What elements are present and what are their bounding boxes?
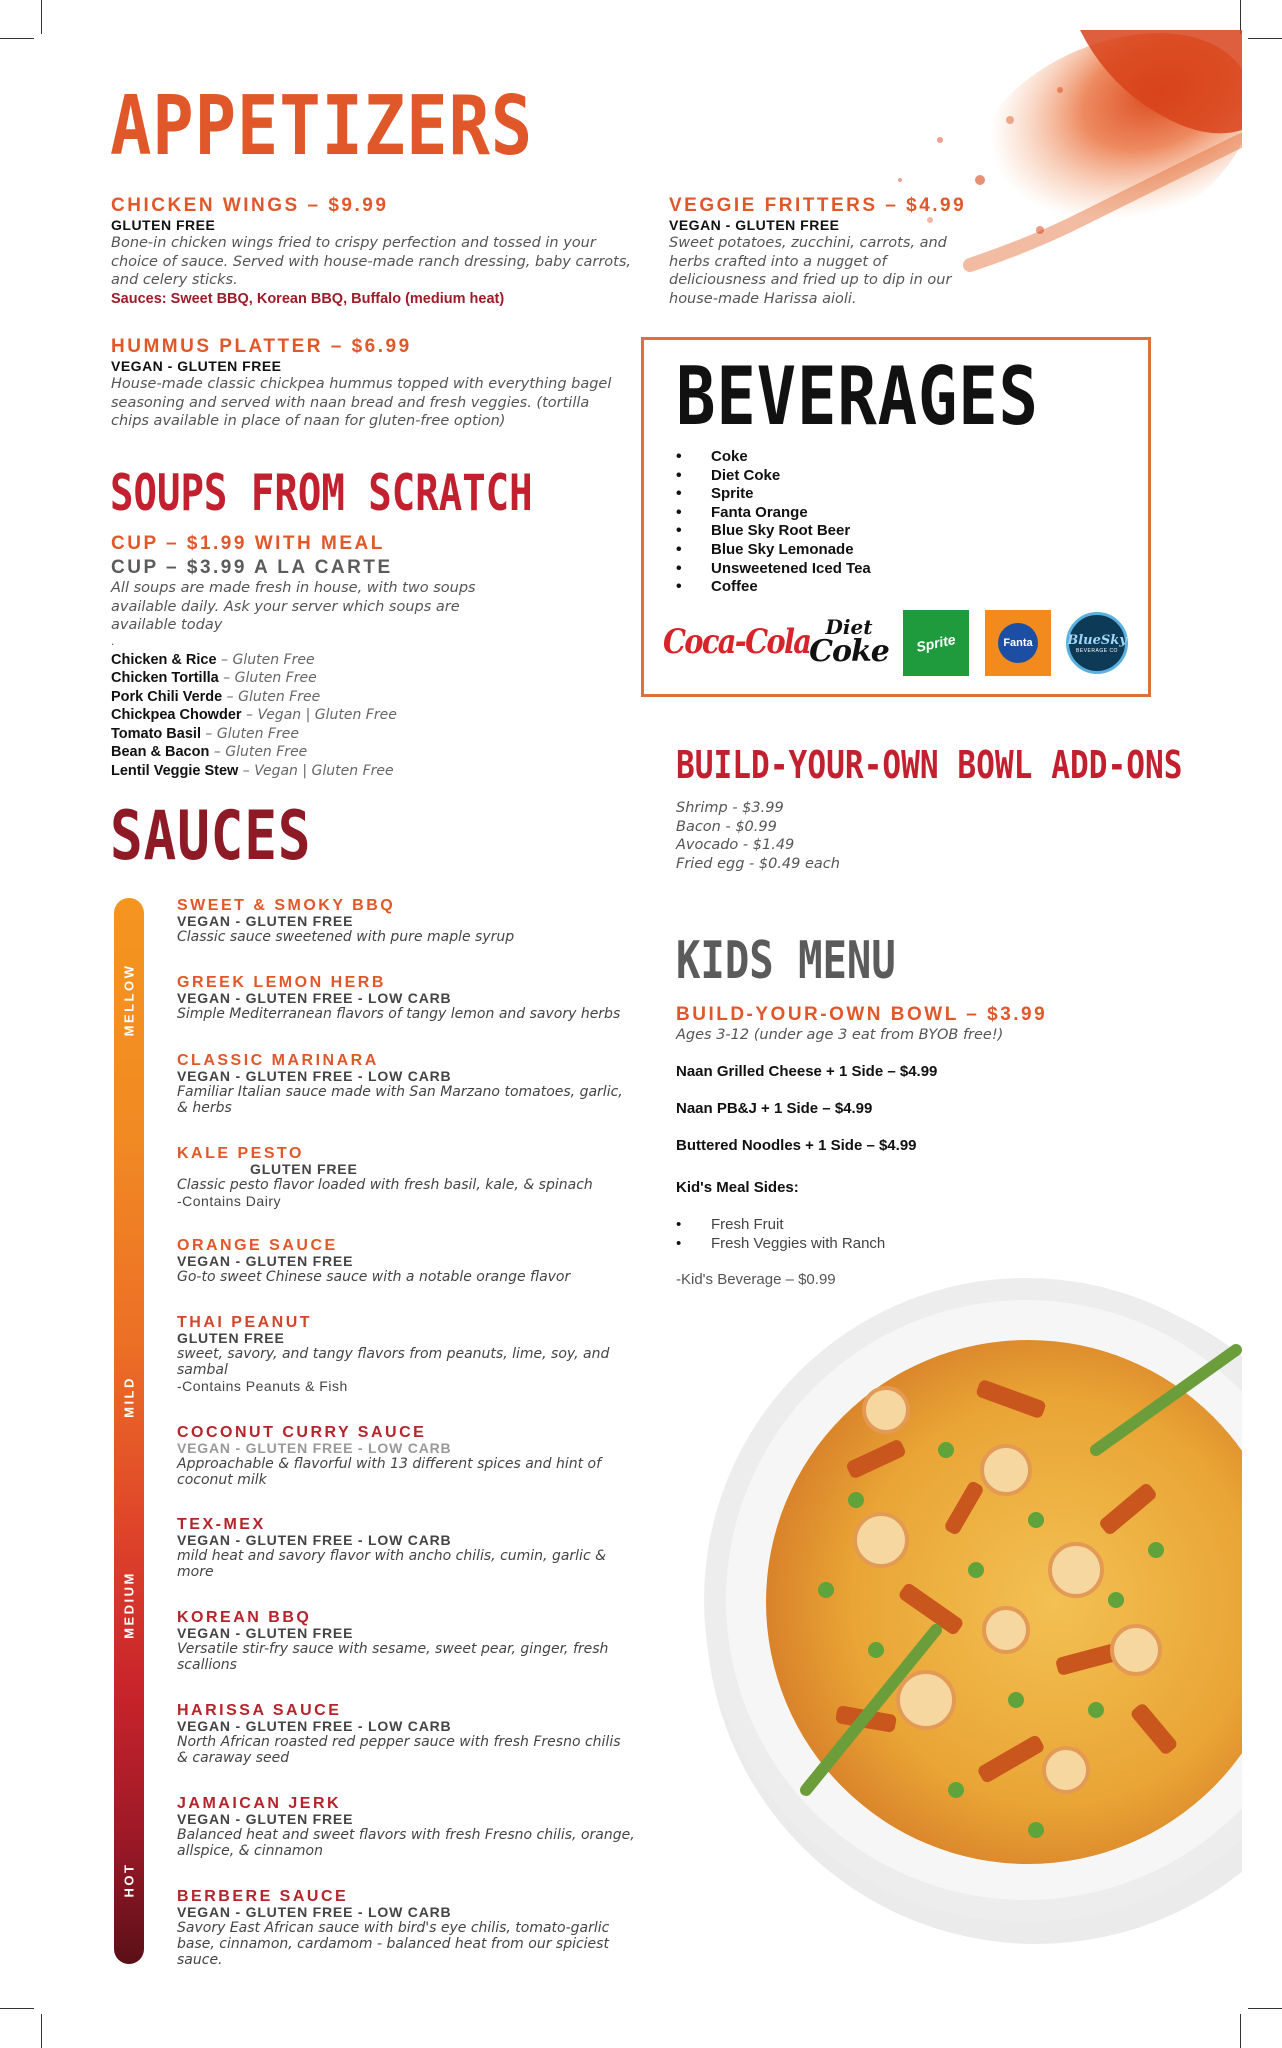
fanta-logo-text: Fanta (1003, 637, 1033, 649)
sauce-desc: Classic pesto flavor loaded with fresh basil, kale, & spinach (177, 1177, 593, 1193)
sauce-name: KALE PESTO (177, 1145, 304, 1162)
sauces-heading: SAUCES (110, 797, 312, 876)
sauce-item (177, 1609, 647, 1673)
addon-item: Bacon - $0.99 (676, 818, 777, 835)
sauce-item (177, 1888, 647, 1968)
sauce-tags: GLUTEN FREE (250, 1161, 358, 1177)
beverages-heading: BEVERAGES (676, 350, 1039, 443)
fanta-logo (985, 610, 1051, 676)
kids-meal-item: Naan PB&J + 1 Side – $4.99 (676, 1099, 873, 1117)
beverage-item: • Coke (676, 448, 871, 467)
soups-heading: SOUPS FROM SCRATCH (110, 464, 533, 522)
sauce-desc: Classic sauce sweetened with pure maple syrup (177, 929, 515, 945)
heat-label-mellow: MELLOW (121, 963, 137, 1037)
kids-sides-title: Kid's Meal Sides: (676, 1178, 799, 1196)
crop-mark (0, 2008, 34, 2009)
bluesky-logo (1064, 610, 1130, 676)
beverage-list (676, 448, 871, 597)
sauce-tags: VEGAN - GLUTEN FREE - LOW CARB (177, 1532, 452, 1548)
sauce-tags: VEGAN - GLUTEN FREE (177, 913, 354, 929)
appetizers-heading: APPETIZERS (110, 79, 534, 174)
soup-name: Tomato Basil (111, 725, 201, 742)
soup-row: Bean & Bacon – Gluten Free (111, 744, 308, 761)
soup-note: Gluten Free (234, 670, 317, 687)
kids-side-item: • Fresh Veggies with Ranch (676, 1234, 1136, 1253)
sauce-tags: VEGAN - GLUTEN FREE (177, 1625, 354, 1641)
kids-ages: Ages 3-12 (under age 3 eat from BYOB free!) (676, 1027, 1004, 1043)
addon-item: Shrimp - $3.99 (676, 800, 784, 816)
veggie-fritters-title: VEGGIE FRITTERS – $4.99 (669, 195, 967, 216)
soups-desc: All soups are made fresh in house, with two soups available daily. Ask your server which soups are available today (111, 580, 476, 633)
sauce-name: ORANGE SAUCE (177, 1237, 338, 1254)
sauce-item (177, 1052, 647, 1116)
hummus-platter-title: HUMMUS PLATTER – $6.99 (111, 336, 412, 357)
chicken-wings-desc: Bone-in chicken wings fried to crispy perfection and tossed in your choice of sauce. Served with house-made ranch dressing, baby carrots, and celery sticks. (111, 235, 631, 288)
beverage-item: • Coffee (676, 578, 871, 597)
addons-heading: BUILD-YOUR-OWN BOWL ADD-ONS (676, 743, 1183, 787)
sauce-desc: Approachable & flavorful with 13 different spices and hint of coconut milk (177, 1456, 602, 1488)
heat-scale-bar (114, 898, 144, 1964)
diet-coke-logo (809, 610, 889, 674)
soup-name: Chickpea Chowder (111, 707, 242, 724)
soup-row: Chickpea Chowder – Vegan | Gluten Free (111, 707, 397, 724)
sauce-desc: sweet, savory, and tangy flavors from peanuts, lime, soy, and sambal (177, 1346, 610, 1378)
heat-label-medium: MEDIUM (121, 1571, 137, 1639)
beverage-item: • Fanta Orange (676, 504, 871, 523)
veggie-fritters-tag: VEGAN - GLUTEN FREE (669, 217, 840, 233)
bluesky-logo-sub: BEVERAGE CO (1076, 647, 1118, 654)
soup-row: Chicken & Rice – Gluten Free (111, 651, 315, 668)
soups-dot: . (111, 633, 115, 648)
crop-mark (0, 38, 34, 39)
soup-name: Chicken & Rice (111, 651, 217, 668)
hummus-platter-tag: VEGAN - GLUTEN FREE (111, 358, 282, 374)
sauce-name: COCONUT CURRY SAUCE (177, 1424, 427, 1441)
chicken-wings-sauces: Sauces: Sweet BBQ, Korean BBQ, Buffalo (medium heat) (111, 290, 505, 307)
sauce-desc: Familiar Italian sauce made with San Marzano tomatoes, garlic, & herbs (177, 1084, 623, 1116)
sauce-note: -Contains Dairy (177, 1193, 281, 1209)
heat-label-mild: MILD (121, 1376, 137, 1418)
crop-mark (41, 2014, 42, 2048)
sauce-name: CLASSIC MARINARA (177, 1052, 379, 1069)
sauce-tags: VEGAN - GLUTEN FREE - LOW CARB (177, 1718, 452, 1734)
sauce-item (177, 1237, 647, 1285)
soup-note: Gluten Free (232, 651, 315, 668)
chicken-wings-title: CHICKEN WINGS – $9.99 (111, 195, 389, 216)
sauce-tags: VEGAN - GLUTEN FREE - LOW CARB (177, 1440, 452, 1456)
soup-row: Lentil Veggie Stew – Vegan | Gluten Free (111, 763, 394, 780)
soup-list (111, 651, 631, 781)
sauce-item (177, 974, 647, 1022)
coca-cola-logo (663, 610, 811, 674)
sauce-name: BERBERE SAUCE (177, 1888, 349, 1905)
sauce-desc: Savory East African sauce with bird's eye chilis, tomato-garlic base, cinnamon, cardamom - balanced heat from our spiciest sauce. (177, 1920, 610, 1968)
sauce-name: HARISSA SAUCE (177, 1702, 342, 1719)
beverage-item: • Diet Coke (676, 467, 871, 486)
sauce-item (177, 1424, 647, 1488)
soup-row: Tomato Basil – Gluten Free (111, 725, 299, 742)
kids-byob-title: BUILD-YOUR-OWN BOWL – $3.99 (676, 1004, 1048, 1025)
sauce-desc: Balanced heat and sweet flavors with fresh Fresno chilis, orange, allspice, & cinnamon (177, 1827, 635, 1859)
soup-note: Vegan | Gluten Free (257, 707, 397, 724)
sauce-tags: VEGAN - GLUTEN FREE (177, 1811, 354, 1827)
soup-note: Gluten Free (225, 744, 308, 761)
sauce-item (177, 1795, 647, 1859)
crop-mark (1240, 0, 1241, 34)
sauce-desc: Versatile stir-fry sauce with sesame, sweet pear, ginger, fresh scallions (177, 1641, 609, 1673)
soup-name: Pork Chili Verde (111, 688, 223, 705)
addon-item: Fried egg - $0.49 each (676, 855, 840, 872)
sauce-item (177, 1702, 647, 1766)
sauce-item (177, 1145, 647, 1209)
beverage-item: • Unsweetened Iced Tea (676, 560, 871, 579)
sauce-item (177, 1516, 647, 1580)
sauce-desc: mild heat and savory flavor with ancho chilis, cumin, garlic & more (177, 1548, 607, 1580)
sauce-name: KOREAN BBQ (177, 1609, 312, 1626)
soups-section (111, 533, 631, 781)
sauce-name: JAMAICAN JERK (177, 1795, 342, 1812)
soup-row: Chicken Tortilla – Gluten Free (111, 670, 317, 687)
addon-item: Avocado - $1.49 (676, 837, 795, 853)
veggie-fritters-desc: Sweet potatoes, zucchini, carrots, and herbs crafted into a nugget of deliciousness and fried up to dip in our house-made Harissa aioli. (669, 235, 952, 307)
crop-mark (1248, 38, 1282, 39)
chicken-wings-tag: GLUTEN FREE (111, 217, 216, 233)
kids-menu-heading: KIDS MENU (676, 931, 896, 991)
soup-note: Gluten Free (216, 725, 299, 742)
sauce-tags: GLUTEN FREE (177, 1330, 285, 1346)
soup-cup-carte-price: CUP – $3.99 A LA CARTE (111, 557, 393, 578)
sauce-name: GREEK LEMON HERB (177, 974, 386, 991)
diet-coke-logo-top: Diet (825, 615, 873, 639)
chicken-wings-item (111, 195, 631, 308)
kids-meal-item: Naan Grilled Cheese + 1 Side – $4.99 (676, 1062, 938, 1080)
kids-sides-list (676, 1215, 1136, 1253)
sauce-tags: VEGAN - GLUTEN FREE - LOW CARB (177, 1904, 452, 1920)
soup-name: Lentil Veggie Stew (111, 763, 239, 780)
sauce-tags: VEGAN - GLUTEN FREE (177, 1253, 354, 1269)
sauce-desc: Go-to sweet Chinese sauce with a notable orange flavor (177, 1269, 571, 1285)
soup-name: Bean & Bacon (111, 744, 210, 761)
sauce-name: SWEET & SMOKY BBQ (177, 897, 396, 914)
food-bowl-image (676, 1270, 1242, 1970)
sauce-name: THAI PEANUT (177, 1314, 313, 1331)
hummus-platter-item (111, 336, 631, 431)
kids-menu-section (676, 1004, 1136, 1288)
sauce-item (177, 1314, 647, 1394)
heat-label-hot: HOT (121, 1862, 137, 1898)
crop-mark (1248, 2008, 1282, 2009)
kids-side-item: • Fresh Fruit (676, 1215, 1136, 1234)
beverage-item: • Blue Sky Root Beer (676, 522, 871, 541)
sauce-note: -Contains Peanuts & Fish (177, 1378, 348, 1394)
sauce-tags: VEGAN - GLUTEN FREE - LOW CARB (177, 990, 452, 1006)
soup-note: Vegan | Gluten Free (254, 763, 394, 780)
beverage-item: • Sprite (676, 485, 871, 504)
kids-meal-item: Buttered Noodles + 1 Side – $4.99 (676, 1136, 917, 1154)
kids-beverage: -Kid's Beverage – $0.99 (676, 1270, 836, 1288)
veggie-fritters-item (669, 195, 969, 308)
addons-list (676, 799, 840, 873)
soup-note: Gluten Free (238, 688, 321, 705)
soup-name: Chicken Tortilla (111, 670, 219, 687)
diet-coke-logo-bottom: Coke (809, 634, 889, 669)
sauce-item (177, 897, 647, 945)
soup-cup-meal-price: CUP – $1.99 WITH MEAL (111, 533, 385, 554)
sprite-logo (903, 610, 969, 676)
sprite-logo-text: Sprite (914, 631, 958, 655)
coca-cola-logo-text: Coca-Cola (663, 622, 811, 662)
crop-mark (1240, 2014, 1241, 2048)
soup-row: Pork Chili Verde – Gluten Free (111, 688, 321, 705)
beverage-item: • Blue Sky Lemonade (676, 541, 871, 560)
bluesky-logo-text: BlueSky (1067, 632, 1127, 648)
sauce-name: TEX-MEX (177, 1516, 266, 1533)
sauce-tags: VEGAN - GLUTEN FREE - LOW CARB (177, 1068, 452, 1084)
crop-mark (41, 0, 42, 34)
sauce-desc: North African roasted red pepper sauce with fresh Fresno chilis & caraway seed (177, 1734, 621, 1766)
sauce-desc: Simple Mediterranean flavors of tangy lemon and savory herbs (177, 1006, 621, 1022)
hummus-platter-desc: House-made classic chickpea hummus topped with everything bagel seasoning and served with naan bread and fresh veggies. (tortilla chips available in place of naan for gluten-free option) (111, 376, 612, 429)
